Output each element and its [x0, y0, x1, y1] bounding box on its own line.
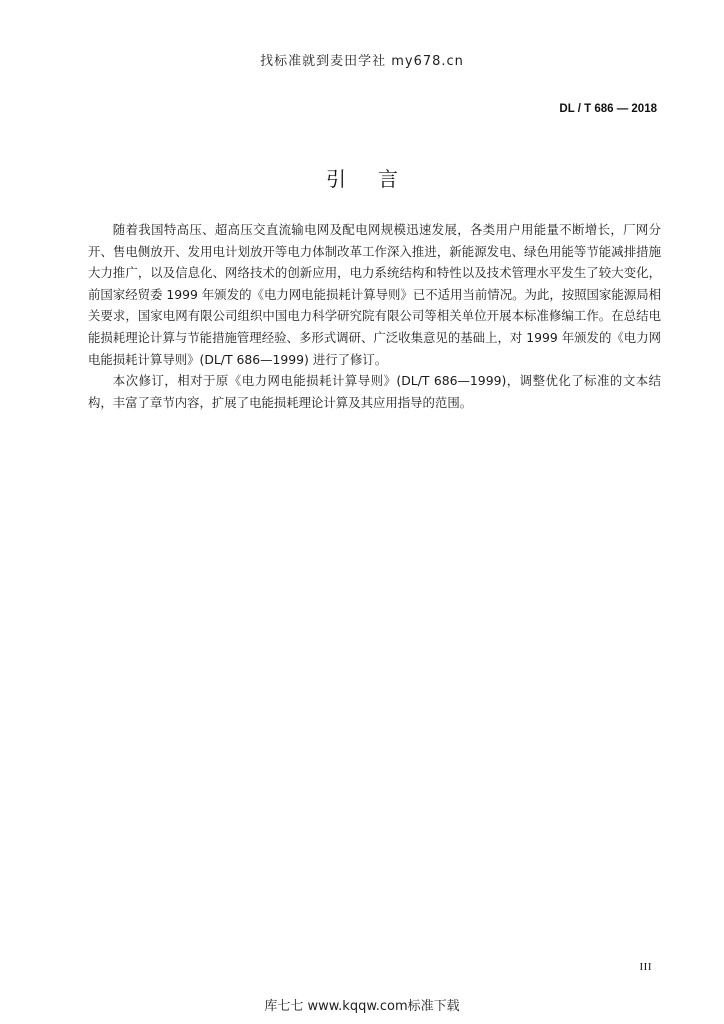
standard-code: DL / T 686 — 2018 [559, 103, 657, 115]
page-number: III [639, 961, 652, 973]
bottom-watermark: 库七七 www.kqqw.com标准下载 [264, 999, 460, 1014]
paragraph-2: 本次修订，相对于原《电力网电能损耗计算导则》(DL/T 686—1999)，调整优化了标准的文本结构，丰富了章节内容，扩展了电能损耗理论计算及其应用指导的范围。 [88, 373, 661, 410]
paragraph-1: 随着我国特高压、超高压交直流输电网及配电网规模迅速发展，各类用户用能量不断增长，厂网分开、售电侧放开、发用电计划放开等电力体制改革工作深入推进，新能源发电、绿色用能等节能减排措施大力推广，以及信息化、网络技术的创新应用，电力系统结构和特性以及技术管理水平发生了较大变化，前国家经贸委 1999 年颁发的《电力网电能损耗计算导则》已不适用当前情况。为此，按照国家能源局相关要求，国家电网有限公司组织中国电力科学研究院有限公司等相关单位开展本标准修编工作。在总结电能损耗理论计算与节能措施管理经验、多形式调研、广泛收集意见的基础上，对 1999 年颁发的《电力网电能损耗计算导则》(DL/T 686—1999) 进行了修订。 [88, 222, 661, 367]
section-title: 引言 [326, 167, 430, 191]
body-text [88, 219, 661, 413]
top-watermark: 找标准就到麦田学社 my678.cn [260, 54, 464, 69]
